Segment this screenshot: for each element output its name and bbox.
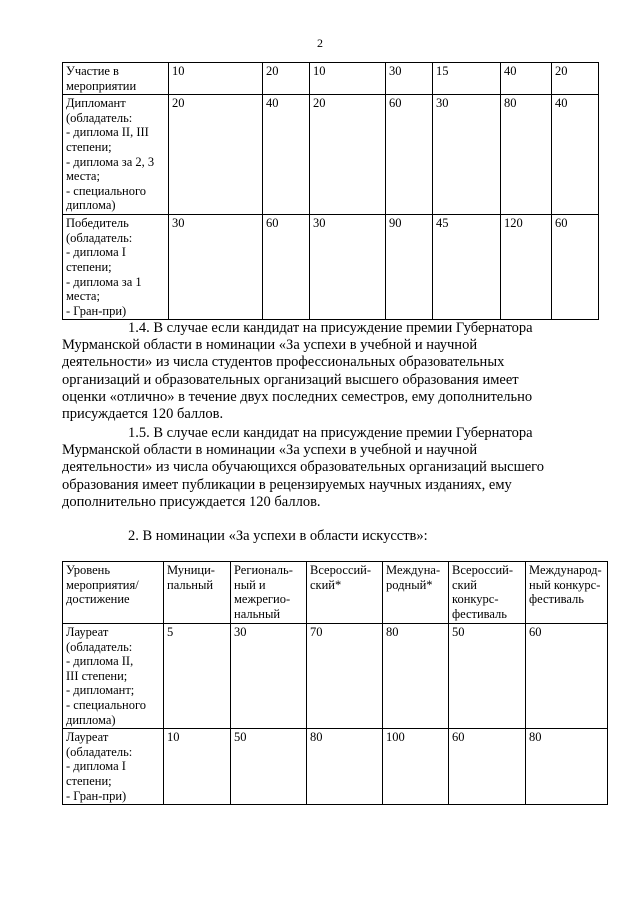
label-line: степени; (66, 773, 112, 788)
label-line: Лауреат (66, 730, 109, 745)
table-cell: 80 (526, 729, 608, 805)
label-line: - Гран-при) (66, 788, 127, 803)
paragraph-1-5 (62, 425, 598, 511)
table-cell: 60 (263, 215, 310, 320)
table-cell: 120 (501, 215, 552, 320)
label-line: - диплома за 2, 3 (66, 154, 155, 169)
header-line: Междуна- (386, 563, 441, 577)
label-line: диплома) (66, 198, 116, 213)
header-cell (231, 562, 307, 624)
table-cell: 50 (449, 624, 526, 729)
header-line: Региональ- (234, 563, 293, 577)
table-cell: 70 (307, 624, 383, 729)
header-line: ский (452, 577, 477, 592)
table-cell: 40 (552, 95, 599, 215)
row-label (63, 215, 169, 320)
header-line: ный конкурс- (529, 577, 601, 592)
label-line: (обладатель: (66, 110, 133, 125)
table-cell: 40 (501, 63, 552, 95)
label-line: Дипломант (66, 96, 126, 111)
text-line: организаций и образовательных организаций высшего образования имеет (62, 371, 519, 388)
text-line: образования имеет публикации в рецензируемых научных изданиях, ему (62, 476, 512, 493)
row-label (63, 729, 164, 805)
table-cell: 15 (433, 63, 501, 95)
table-cell: 10 (164, 729, 231, 805)
table-row (63, 95, 599, 215)
label-line: - диплома II, (66, 654, 134, 669)
text-line: 1.5. В случае если кандидат на присуждение премии Губернатора (128, 425, 533, 441)
header-line: ский* (310, 577, 342, 592)
label-line: - диплома за 1 (66, 274, 142, 289)
label-line: степени; (66, 139, 112, 154)
table-cell: 80 (383, 624, 449, 729)
header-line: нальный (234, 606, 281, 621)
table-row (63, 63, 599, 95)
header-line: Муници- (167, 563, 215, 577)
table-cell: 60 (386, 95, 433, 215)
table-cell: 45 (433, 215, 501, 320)
label-line: (обладатель: (66, 230, 133, 245)
header-line: фестиваль (529, 592, 584, 607)
label-line: - диплома II, III (66, 125, 149, 140)
label-line: (обладатель: (66, 639, 133, 654)
table-row (63, 624, 608, 729)
table-cell: 30 (169, 215, 263, 320)
label-line: места; (66, 169, 100, 184)
table-cell: 20 (263, 63, 310, 95)
header-cell (164, 562, 231, 624)
scores-table-continuation (62, 62, 599, 320)
table-cell: 80 (307, 729, 383, 805)
table-cell: 30 (386, 63, 433, 95)
table-cell: 10 (169, 63, 263, 95)
label-line: Участие в (66, 64, 119, 78)
text-line: присуждается 120 баллов. (62, 406, 224, 423)
label-line: III степени; (66, 668, 128, 683)
table-cell: 100 (383, 729, 449, 805)
header-cell (383, 562, 449, 624)
label-line: - диплома I (66, 759, 126, 774)
header-line: фестиваль (452, 606, 507, 621)
table-cell: 30 (231, 624, 307, 729)
header-cell (307, 562, 383, 624)
table-cell: 30 (310, 215, 386, 320)
label-line: - Гран-при) (66, 303, 127, 318)
header-line: Уровень (66, 563, 111, 577)
table-cell: 5 (164, 624, 231, 729)
table-cell: 80 (501, 95, 552, 215)
header-line: Всероссий- (310, 563, 372, 577)
header-line: конкурс- (452, 592, 499, 607)
header-line: пальный (167, 577, 214, 592)
label-line: (обладатель: (66, 744, 133, 759)
header-line: Всероссий- (452, 563, 514, 577)
text-line: 1.4. В случае если кандидат на присуждение премии Губернатора (128, 320, 533, 336)
header-line: достижение (66, 592, 130, 607)
text-line: деятельности» из числа студентов профессиональных образовательных (62, 354, 505, 371)
header-cell (63, 562, 164, 624)
table-cell: 20 (552, 63, 599, 95)
table-cell: 30 (433, 95, 501, 215)
table-cell: 50 (231, 729, 307, 805)
table-cell: 60 (449, 729, 526, 805)
arts-scores-table (62, 561, 608, 805)
table-cell: 40 (263, 95, 310, 215)
label-line: - специального (66, 697, 147, 712)
table-header-row (63, 562, 608, 624)
text-line: дополнительно присуждается 120 баллов. (62, 493, 321, 510)
header-line: ный и (234, 577, 266, 592)
row-label (63, 63, 169, 95)
section-2-heading: 2. В номинации «За успехи в области искусств»: (128, 528, 428, 544)
header-line: родный* (386, 577, 433, 592)
page-number: 2 (317, 36, 323, 50)
text-line: Мурманской области в номинации «За успехи в учебной и научной (62, 442, 478, 459)
table-row (63, 215, 599, 320)
label-line: - диплома I (66, 245, 126, 260)
label-line: Победитель (66, 216, 129, 231)
label-line: - специального (66, 183, 147, 198)
text-line: деятельности» из числа обучающихся образовательных организаций высшего (62, 459, 545, 476)
table-cell: 90 (386, 215, 433, 320)
header-cell (449, 562, 526, 624)
table-cell: 60 (552, 215, 599, 320)
header-line: Международ- (529, 563, 602, 577)
header-line: мероприятия/ (66, 577, 139, 592)
table-cell: 20 (169, 95, 263, 215)
label-line: мероприятии (66, 78, 137, 93)
paragraph-1-4 (62, 320, 598, 423)
header-line: межрегио- (234, 592, 291, 607)
row-label (63, 624, 164, 729)
table-row (63, 729, 608, 805)
row-label (63, 95, 169, 215)
label-line: места; (66, 289, 100, 304)
label-line: степени; (66, 259, 112, 274)
table-cell: 20 (310, 95, 386, 215)
table-cell: 10 (310, 63, 386, 95)
text-line: оценки «отлично» в течение двух последних семестров, ему дополнительно (62, 388, 533, 405)
label-line: диплома) (66, 712, 116, 727)
header-cell (526, 562, 608, 624)
label-line: Лауреат (66, 625, 109, 639)
label-line: - дипломант; (66, 683, 135, 698)
table-cell: 60 (526, 624, 608, 729)
text-line: Мурманской области в номинации «За успехи в учебной и научной (62, 337, 478, 354)
